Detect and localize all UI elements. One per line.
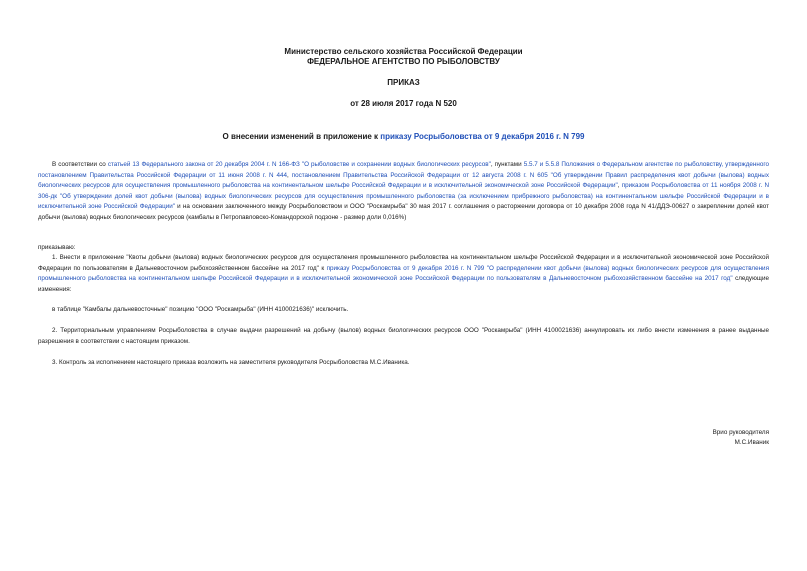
rosrybolovstvo-order-link[interactable]: приказом Росрыболовства от 11 ноября 2008 г. N 306-дк "Об утверждении долей квот добычи (вылова) водных биологических ресурсов для осуществления промышленного рыболовства (за исключением прибрежного рыболовства) на континентальном шельфе Российской Федерации и в исключительной зоне Российской Федерации": [38, 182, 769, 211]
order-word: приказываю:: [38, 244, 76, 251]
signature-name: М.С.Иваник: [734, 439, 769, 446]
order-799-link[interactable]: приказу Росрыболовства от 9 декабря 2016 г. N 799 "О распределении квот добычи (вылова) водных биологических ресурсов для осуществления промышленного рыболовства на континентальном шельфе Российской Федерации и в исключительной экономической зоне Российской Федерации по пользователям в Дальневосточном рыбохозяйственном бассейне на 2017 год": [38, 264, 769, 283]
agency-title: ФЕДЕРАЛЬНОЕ АГЕНТСТВО ПО РЫБОЛОВСТВУ: [307, 57, 500, 66]
item-2-paragraph: 2. Территориальным управлениям Росрыболовства в случае выдачи разрешений на добычу (вылов) водных биологических ресурсов ООО "Роскамрыба" (ИНН 4100021636) аннулировать их либо внести изменения в ранее выданные разрешения в соответствии с настоящим приказом.: [38, 327, 769, 345]
preamble-text-5: и на основании заключенного между Росрыболовством и ООО "Роскамрыба" 30 мая 2017 г. соглашения о расторжении договора от 10 декабря 2008 года N 41/ДДЭ-00627 о закреплении долей квот добычи (вылова) водных биологических ресурсов (камбалы в Петропавловско-Командорской подзоне - размер доли 0,016%): [38, 203, 769, 221]
item-3-paragraph: 3. Контроль за исполнением настоящего приказа возложить на заместителя руководителя Росрыболовства М.С.Иваника.: [52, 359, 410, 366]
subject-link[interactable]: приказу Росрыболовства от 9 декабря 2016 г. N 799: [380, 132, 585, 141]
preamble-text-1: В соответствии со: [52, 161, 108, 168]
document-type: ПРИКАЗ: [387, 78, 420, 87]
document-number: от 28 июля 2017 года N 520: [350, 99, 457, 108]
preamble-text-4: ,: [617, 182, 622, 190]
law-link[interactable]: статьей 13 Федерального закона от 20 декабря 2004 г. N 166-ФЗ "О рыболовстве и сохранении водных биологических ресурсов": [107, 161, 491, 168]
preamble-text-3: ,: [287, 171, 292, 179]
item-1-change: в таблице "Камбалы дальневосточные" позицию "ООО "Роскамрыба" (ИНН 4100021636)" исключить.: [52, 306, 349, 313]
document-subject: [0, 132, 807, 142]
subject-prefix: О внесении изменений в приложение к: [222, 132, 381, 141]
item-1-text-2: следующие изменения:: [38, 275, 769, 293]
preamble-paragraph: [38, 160, 769, 224]
ministry-title: Министерство сельского хозяйства Российской Федерации: [284, 47, 523, 56]
regulation-link[interactable]: 5.5.7 и 5.5.8 Положения о Федеральном агентстве по рыболовству, утвержденного постановлением Правительства Российской Федерации от 11 июня 2008 г. N 444: [38, 161, 769, 179]
preamble-text-2: , пунктами: [490, 161, 524, 168]
item-1-text-1: 1. Внести в приложение "Квоты добычи (вылова) водных биологических ресурсов для осуществления промышленного рыболовства на континентальном шельфе Российской Федерации и в исключительной экономической зоне Российской Федерации по пользователям в Дальневосточном рыбохозяйственном бассейне на 2017 год" к: [38, 254, 769, 272]
government-decree-link[interactable]: постановлением Правительства Российской Федерации от 12 августа 2008 г. N 605 "Об утверждении Правил распределения квот добычи (вылова) водных биологических ресурсов для осуществления промышленного рыболовства на континентальном шельфе Российской Федерации и в исключительной экономической зоне Российской Федерации": [38, 171, 769, 190]
signature-position: Врио руководителя: [712, 429, 769, 436]
item-1-paragraph: [38, 253, 769, 295]
